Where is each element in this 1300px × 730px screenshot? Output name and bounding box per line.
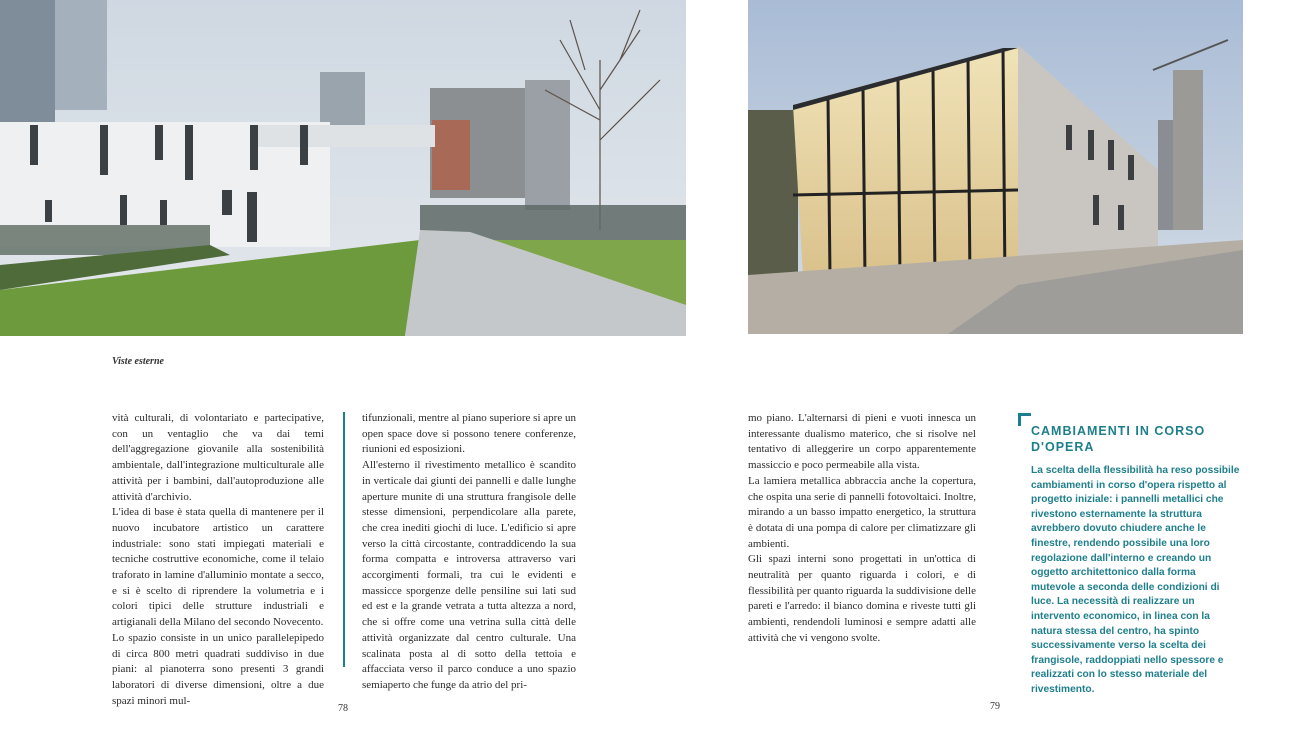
page-number: 79 [990,701,1000,712]
sidebar-box [1018,411,1240,698]
paragraph: La lamiera metallica abbraccia anche la copertura, che ospita una serie di pannelli fotovoltaici. Inoltre, mirando a un basso impatto energetico, la struttura è dotata di una pompa di calore per climatizzare gli ambienti. [748,474,976,550]
column-divider [343,412,345,667]
paragraph: L'idea di base è stata quella di mantenere per il nuovo incubatore artistico un carattere industriale: sono stati impiegati materiali e tecniche costruttive economiche, come il telaio traforato in lamine d'alluminio montate a secco, e si è scelto di riprendere la volumetria e i colori tipici delle strutture industriali e artigianali della Milano del secondo Novecento. [112,506,324,629]
paragraph: Lo spazio consiste in un unico parallelepipedo di circa 800 metri quadrati suddiviso in due piani: al pianoterra sono presenti 3 grandi laboratori di diverse dimensioni, oltre a due spazi minori mul- [112,631,324,707]
sidebar-body: La scelta della flessibilità ha reso possibile cambiamenti in corso d'opera rispetto al progetto iniziale: i pannelli metallici che rivestono esternamente la struttura avrebbero dovuto chiudere anche le finestre, rendendo possibile una loro regolazione dall'interno e creando un oggetto architettonico dalla forma mutevole a seconda delle condizioni di luce. La necessità di realizzare un intervento economico, in linea con la natura stessa del centro, ha spinto successivamente verso la scelta dei frangisole, raddoppiati nello spessore e realizzati con lo stesso materiale del rivestimento. [1031,465,1240,695]
exterior-photo-park [0,0,686,336]
paragraph: tifunzionali, mentre al piano superiore si apre un open space dove si possono tenere conferenze, riunioni ed esposizioni. [362,412,576,456]
corner-bracket-icon [1018,413,1031,426]
text-column-2 [362,411,576,694]
text-column-3 [748,411,976,647]
sidebar-title: CAMBIAMENTI IN CORSO D'OPERA [1031,424,1206,454]
text-column-1 [112,411,324,709]
page-number: 78 [338,703,348,714]
exterior-photo-glass-facade [748,0,1243,334]
paragraph: mo piano. L'alternarsi di pieni e vuoti innesca un interessante dualismo materico, che si risolve nel tentativo di alleggerire un corpo apparentemente massiccio e poco permeabile alla vista. [748,412,976,472]
paragraph: Gli spazi interni sono progettati in un'ottica di neutralità per quanto riguarda i colori, e di flessibilità per quanto riguarda la suddivisione delle pareti e l'arredo: il bianco domina e riveste tutti gli ambienti, rendendoli luminosi e sempre adatti alle attività che vi vengono svolte. [748,553,976,644]
photo-caption: Viste esterne [112,356,164,367]
paragraph: All'esterno il rivestimento metallico è scandito in verticale dai giunti dei pannelli e dalle lunghe aperture munite di una struttura frangisole delle stesse dimensioni, perpendicolare alla parete, che crea inediti giochi di luce. L'edificio si apre verso la città circostante, contraddicendo la sua forma compatta e introversa attraverso vari accorgimenti formali, tra cui le evidenti e massicce sporgenze delle pensiline sui lati sud ed est e la grande vetrata a tutta altezza a nord, che si offre come una vetrina sulla città delle attività organizzate dal centro culturale. Una scalinata posta al di sotto della tettoia e affacciata verso il parco conduce a uno spazio semiaperto che funge da atrio del pri- [362,459,576,691]
right-page [700,0,1300,730]
paragraph: vità culturali, di volontariato e partecipative, con un ventaglio che va dai temi dell'aggregazione giovanile alla sostenibilità ambientale, dall'integrazione multiculturale alle attività per i bambini, dall'autoproduzione alle attività d'archivio. [112,412,324,503]
